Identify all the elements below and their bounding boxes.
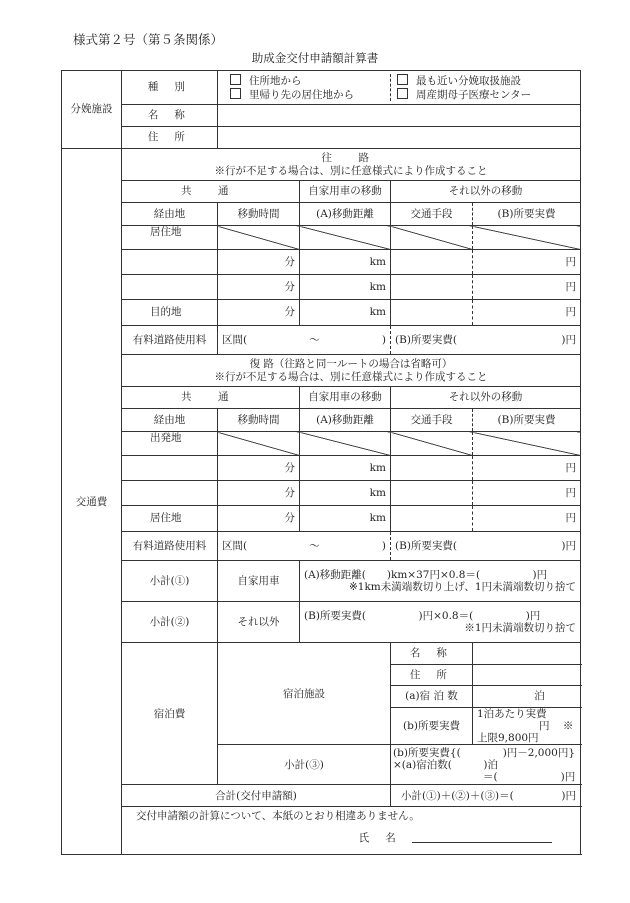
cost-field[interactable]: 円 [473,275,581,300]
facility-type-label: 種 別 [122,71,218,105]
return-residence-row [62,506,581,532]
lodging-cost-field[interactable]: 1泊あたり実費 円 ※上限9,800円 [473,708,581,745]
lodging-section-label: 宿泊費 [122,643,218,785]
lodging-name-label: 名 称 [391,643,473,665]
return-route-row [62,481,581,506]
subtotal2-formula[interactable]: (B)所要実費( )円×0.8＝( )円 ※1円未満端数切り捨て [300,602,581,643]
diagonal-cell [218,432,300,456]
distance-field[interactable]: km [300,275,391,300]
distance-field[interactable]: km [300,456,391,481]
time-field[interactable]: 分 [218,506,300,532]
lodging-address-label: 住 所 [391,665,473,686]
diagonal-cell [218,226,300,250]
document-title: 助成金交付申請額計算書 [251,51,379,65]
lodging-nights-field[interactable]: 泊 [473,686,581,708]
outbound-destination: 目的地 [122,300,218,326]
return-departure: 出発地 [122,432,218,456]
outbound-header: 往 路 ※行が不足する場合は、別に任意様式により作成すること [122,149,581,181]
facility-section-label: 分娩施設 [62,71,122,149]
distance-field[interactable]: km [300,506,391,532]
cost-field[interactable]: 円 [473,456,581,481]
means-field[interactable] [391,250,473,275]
via-field[interactable] [122,250,218,275]
subtotal1-row [62,561,581,602]
facility-type-options [218,71,581,105]
subtotal2-type: それ以外 [218,602,300,643]
diagonal-cell [391,432,473,456]
outbound-toll-row [62,326,581,355]
toll-label: 有料道路使用料 [122,532,218,561]
col-other: それ以外の移動 [391,181,581,203]
total-label: 合計(交付申請額) [122,785,391,807]
option-from-address[interactable]: 住所地から [230,74,302,87]
toll-section-field[interactable]: 区間( ～ ) [218,532,391,561]
signature-label: 氏 名 [358,832,403,845]
checkbox-icon[interactable] [397,88,408,99]
subtotal1-type: 自家用車 [218,561,300,602]
facility-type-row [62,71,581,105]
return-route-row [62,456,581,481]
toll-cost-field[interactable]: (B)所要実費( )円 [391,532,581,561]
col-time: 移動時間 [218,203,300,226]
toll-label: 有料道路使用料 [122,326,218,355]
time-field[interactable]: 分 [218,300,300,326]
distance-field[interactable]: km [300,250,391,275]
col-common: 共 通 [122,387,300,409]
col-common: 共 通 [122,181,300,203]
calculation-table [61,70,581,855]
outbound-destination-row [62,300,581,326]
col-cost: (B)所要実費 [473,409,581,432]
cost-field[interactable]: 円 [473,250,581,275]
means-field[interactable] [391,506,473,532]
col-distance: (A)移動距離 [300,409,391,432]
time-field[interactable]: 分 [218,456,300,481]
return-toll-row [62,532,581,561]
col-distance: (A)移動距離 [300,203,391,226]
declaration-text: 交付申請額の計算について、本紙のとおり相違ありません。 [136,810,420,823]
return-header: 復 路（往路と同一ルートの場合は省略可） ※行が不足する場合は、別に任意様式により作成すること [122,355,581,387]
facility-name-field[interactable] [218,105,581,127]
time-field[interactable]: 分 [218,250,300,275]
col-cost: (B)所要実費 [473,203,581,226]
means-field[interactable] [391,300,473,326]
subtotal2-row [62,602,581,643]
col-time: 移動時間 [218,409,300,432]
facility-address-field[interactable] [218,127,581,149]
facility-name-label: 名 称 [122,105,218,127]
cost-field[interactable]: 円 [473,481,581,506]
option-perinatal-center[interactable]: 周産期母子医療センター [397,88,531,101]
lodging-name-field[interactable] [473,643,581,665]
diagonal-cell [300,226,391,250]
lodging-cost-label: (b)所要実費 [391,708,473,745]
via-field[interactable] [122,275,218,300]
col-car: 自家用車の移動 [300,387,391,409]
transport-section-label: 交通費 [62,149,122,855]
lodging-nights-label: (a)宿 泊 数 [391,686,473,708]
via-field[interactable] [122,456,218,481]
col-means: 交通手段 [391,409,473,432]
outbound-route-row [62,250,581,275]
subtotal3-label: 小計(③) [218,745,391,785]
signature-line[interactable] [412,830,552,843]
col-via: 経由地 [122,203,218,226]
toll-cost-field[interactable]: (B)所要実費( )円 [391,326,581,355]
means-field[interactable] [391,481,473,506]
checkbox-icon[interactable] [230,88,241,99]
subtotal1-label: 小計(①) [122,561,218,602]
col-via: 経由地 [122,409,218,432]
diagonal-cell [300,432,391,456]
subtotal1-formula[interactable]: (A)移動距離( )km×37円×0.8＝( )円 ※1km未満端数切り上げ、1円未満端数切り捨て [300,561,581,602]
col-other: それ以外の移動 [391,387,581,409]
diagonal-cell [473,432,581,456]
checkbox-icon[interactable] [397,74,408,85]
distance-field[interactable]: km [300,300,391,326]
return-residence: 居住地 [122,506,218,532]
checkbox-icon[interactable] [230,74,241,85]
form-number: 様式第２号（第５条関係） [73,32,224,47]
total-formula[interactable]: 小計(①)＋(②)＋(③)＝( )円 [391,785,581,807]
total-row [62,785,581,807]
cost-field[interactable]: 円 [473,506,581,532]
option-from-hometown[interactable]: 里帰り先の居住地から [230,88,354,101]
diagonal-cell [473,226,581,250]
subtotal3-formula[interactable]: (b)所要実費{( )円－2,000円}×(a)宿泊数( )泊 ＝( )円 [391,745,581,785]
option-nearest-facility[interactable]: 最も近い分娩取扱施設 [397,74,521,87]
outbound-residence: 居住地 [122,226,218,250]
col-car: 自家用車の移動 [300,181,391,203]
outbound-route-row [62,275,581,300]
time-field[interactable]: 分 [218,275,300,300]
via-field[interactable] [122,481,218,506]
declaration-cell [122,807,581,855]
lodging-facility-label: 宿泊施設 [218,643,391,745]
subtotal2-label: 小計(②) [122,602,218,643]
toll-section-field[interactable]: 区間( ～ ) [218,326,391,355]
declaration-row [62,807,581,855]
lodging-address-field[interactable] [473,665,581,686]
time-field[interactable]: 分 [218,481,300,506]
distance-field[interactable]: km [300,481,391,506]
means-field[interactable] [391,275,473,300]
facility-address-label: 住 所 [122,127,218,149]
col-means: 交通手段 [391,203,473,226]
cost-field[interactable]: 円 [473,300,581,326]
means-field[interactable] [391,456,473,481]
diagonal-cell [391,226,473,250]
